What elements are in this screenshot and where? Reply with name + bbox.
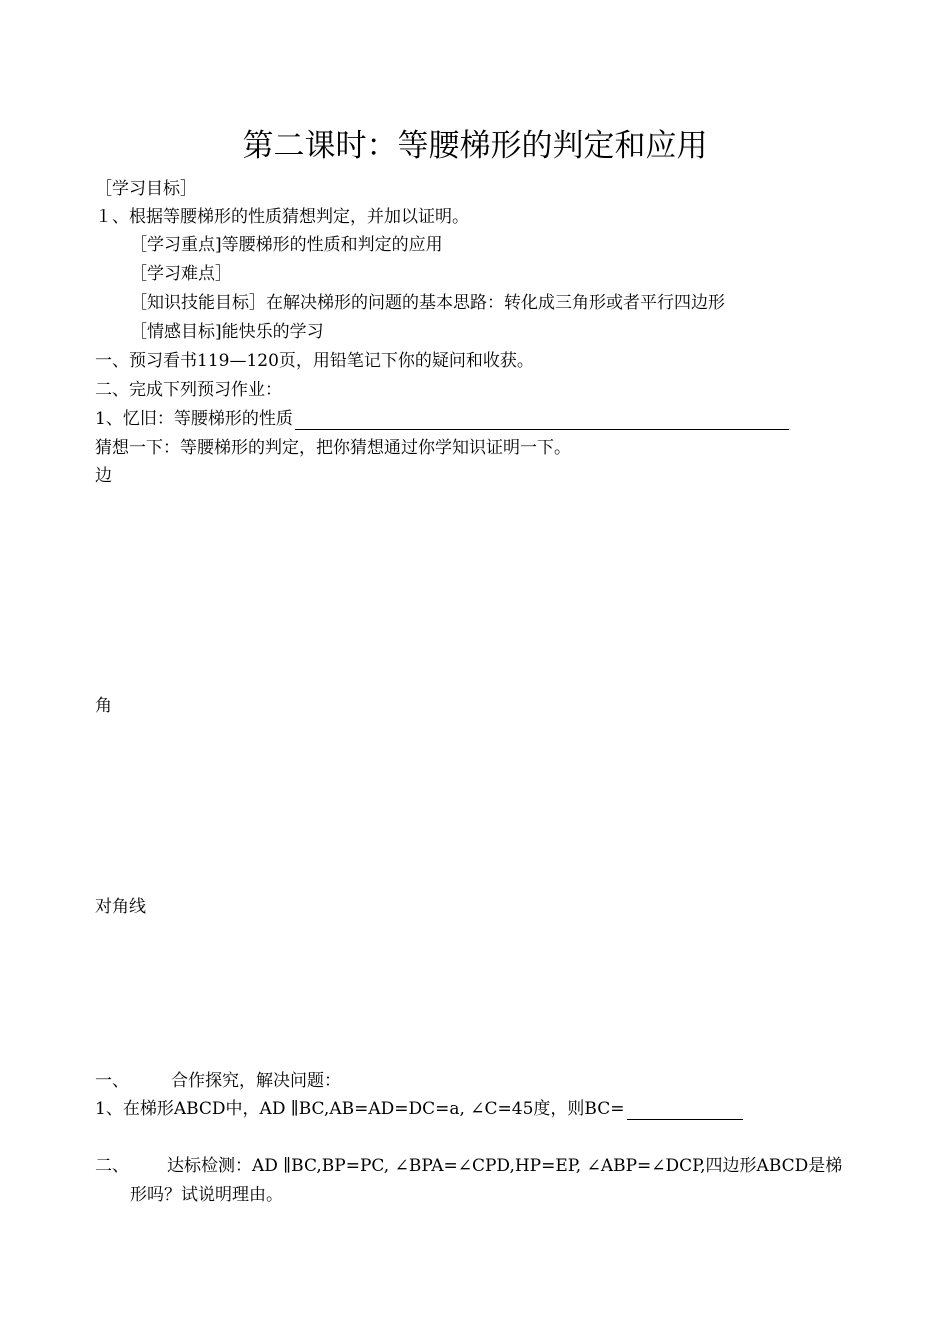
- section-cooperate-number: 一、: [95, 1071, 129, 1091]
- problem-1-answer-blank[interactable]: [627, 1101, 743, 1120]
- label-side: 边: [95, 466, 112, 486]
- section-test-continuation: 形吗？试说明理由。: [130, 1185, 283, 1205]
- section-cooperate-heading: 合作探究，解决问题：: [171, 1071, 341, 1091]
- section-test-number: 二、: [95, 1156, 129, 1176]
- recall-answer-blank[interactable]: [295, 411, 789, 430]
- preview-instruction-1: 一、预习看书119—120页，用铅笔记下你的疑问和收获。: [95, 351, 534, 371]
- recall-line: [95, 408, 789, 430]
- section-test: [95, 1155, 842, 1177]
- objective-1: １、根据等腰梯形的性质猜想判定，并加以证明。: [95, 207, 469, 227]
- problem-1: 1、在梯形ABCD中，AD ∥BC,AB=AD=DC=a, ∠C=45度，则BC=: [95, 1099, 625, 1119]
- problem-1-line: [95, 1098, 743, 1120]
- section-test-text: 达标检测：AD ∥BC,BP=PC, ∠BPA=∠CPD,HP=EP, ∠ABP=∠DCP,四边形ABCD是梯: [167, 1156, 843, 1176]
- label-diagonal: 对角线: [95, 897, 146, 917]
- preview-instruction-2: 二、完成下列预习作业：: [95, 380, 282, 400]
- key-point: ［学习重点]等腰梯形的性质和判定的应用: [130, 235, 443, 255]
- objectives-heading: ［学习目标］: [95, 179, 197, 199]
- section-cooperate: [95, 1070, 341, 1092]
- skill-goal: ［知识技能目标］在解决梯形的问题的基本思路：转化成三角形或者平行四边形: [130, 293, 725, 313]
- page-title: 第二课时：等腰梯形的判定和应用: [242, 128, 708, 164]
- guess-prompt: 猜想一下：等腰梯形的判定，把你猜想通过你学知识证明一下。: [95, 438, 571, 458]
- difficulty: ［学习难点］: [130, 264, 232, 284]
- recall-prefix: 1、忆旧：等腰梯形的性质: [95, 409, 293, 429]
- emotion-goal: ［情感目标]能快乐的学习: [130, 322, 324, 342]
- label-angle: 角: [95, 696, 112, 716]
